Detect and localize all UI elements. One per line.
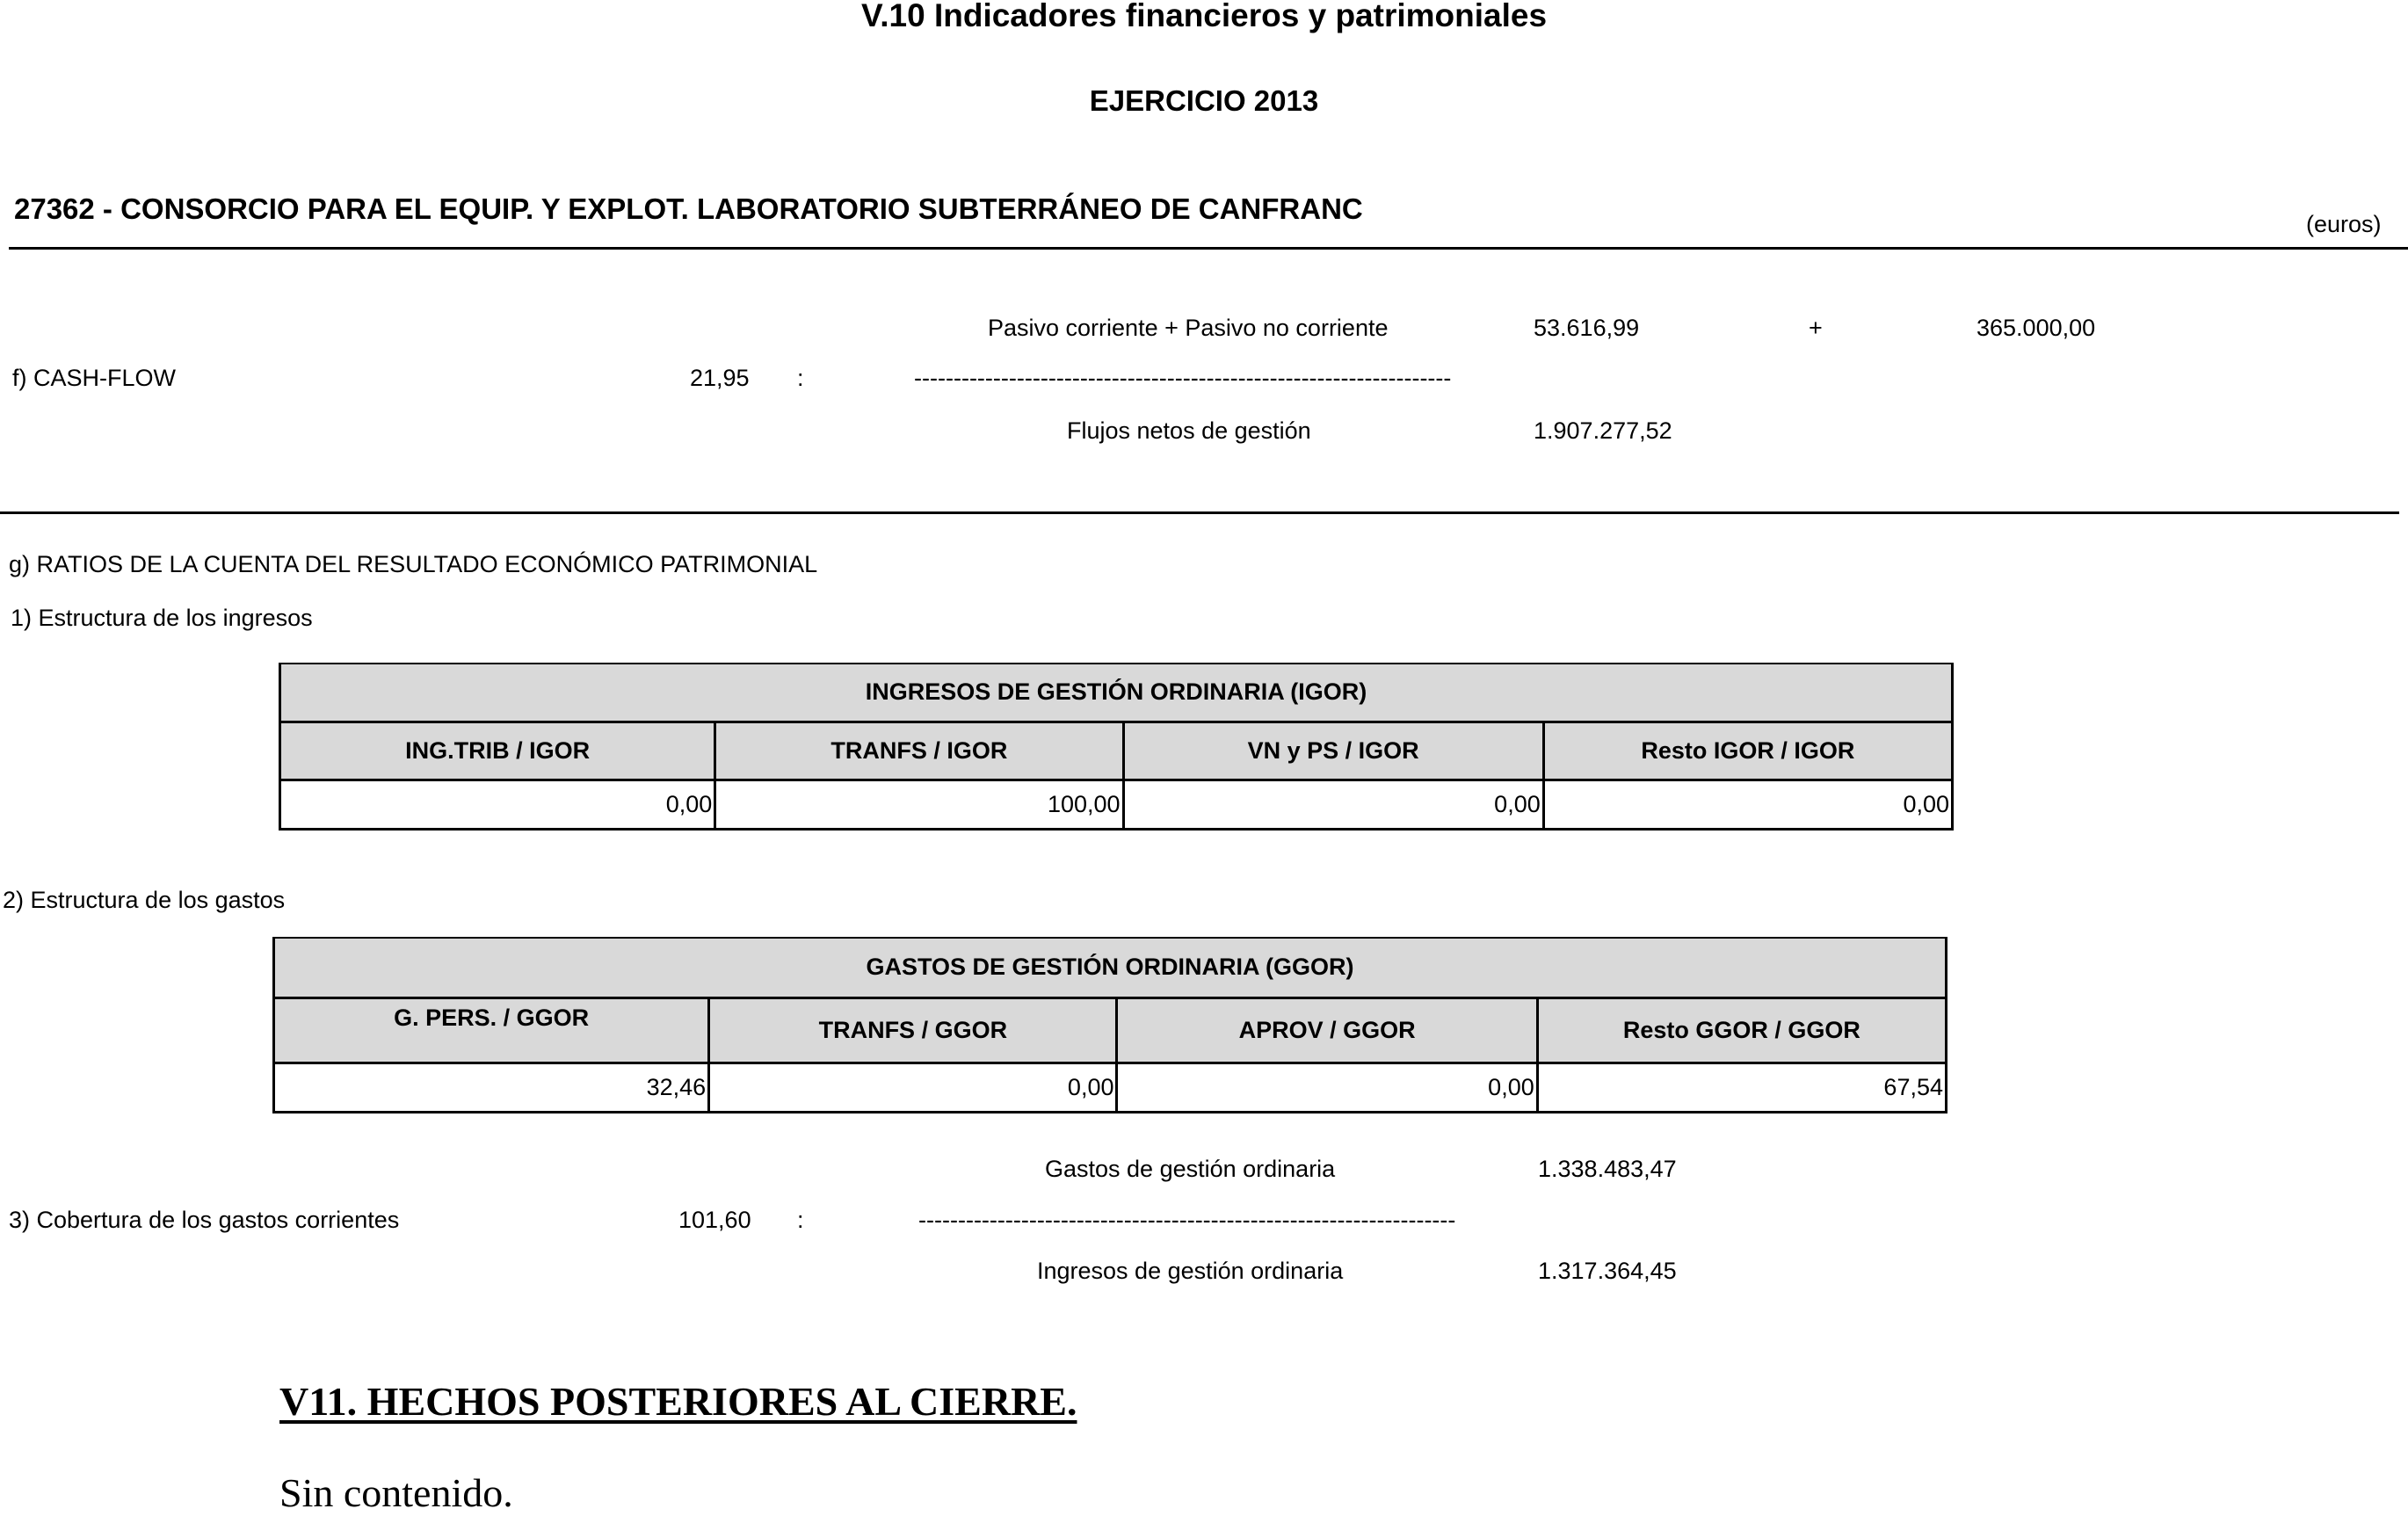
income-cell: 100,00 bbox=[715, 780, 1123, 829]
coverage-colon: : bbox=[797, 1207, 804, 1233]
coverage-numerator-value: 1.338.483,47 bbox=[1538, 1156, 1677, 1182]
income-structure-heading: 1) Estructura de los ingresos bbox=[11, 605, 313, 631]
expense-col-header: TRANFS / GGOR bbox=[709, 997, 1117, 1063]
expense-col-header: APROV / GGOR bbox=[1117, 997, 1537, 1063]
expense-table-title: GASTOS DE GESTIÓN ORDINARIA (GGOR) bbox=[274, 938, 1947, 997]
expense-ratio-table bbox=[272, 937, 1947, 1113]
cashflow-denominator-label: Flujos netos de gestión bbox=[1067, 417, 1311, 444]
cashflow-label: f) CASH-FLOW bbox=[12, 365, 176, 391]
cashflow-colon: : bbox=[797, 365, 804, 391]
cashflow-numerator-label: Pasivo corriente + Pasivo no corriente bbox=[988, 315, 1389, 341]
section-11-body: Sin contenido. bbox=[279, 1470, 513, 1515]
units-label: (euros) bbox=[2306, 211, 2382, 237]
cashflow-plus: + bbox=[1809, 315, 1823, 341]
income-cell: 0,00 bbox=[1123, 780, 1543, 829]
expense-cell: 0,00 bbox=[1117, 1063, 1537, 1112]
cashflow-numerator-value2: 365.000,00 bbox=[1976, 315, 2096, 341]
income-col-header: VN y PS / IGOR bbox=[1123, 722, 1543, 780]
coverage-value: 101,60 bbox=[678, 1207, 751, 1233]
coverage-label: 3) Cobertura de los gastos corrientes bbox=[9, 1207, 400, 1233]
cashflow-fraction-line: -------------------------------------------------------------------- bbox=[914, 365, 1452, 391]
cashflow-numerator-value1: 53.616,99 bbox=[1534, 315, 1640, 341]
income-col-header: ING.TRIB / IGOR bbox=[280, 722, 715, 780]
coverage-denominator-value: 1.317.364,45 bbox=[1538, 1258, 1677, 1284]
income-col-header: TRANFS / IGOR bbox=[715, 722, 1123, 780]
income-table-title: INGRESOS DE GESTIÓN ORDINARIA (IGOR) bbox=[280, 664, 1953, 722]
section-11-title: V11. HECHOS POSTERIORES AL CIERRE. bbox=[279, 1379, 1077, 1424]
section-divider bbox=[0, 511, 2399, 514]
expense-cell: 67,54 bbox=[1537, 1063, 1946, 1112]
ratios-heading: g) RATIOS DE LA CUENTA DEL RESULTADO ECONÓMICO PATRIMONIAL bbox=[9, 551, 818, 577]
income-cell: 0,00 bbox=[280, 780, 715, 829]
header-divider bbox=[9, 247, 2408, 250]
income-ratio-table bbox=[279, 663, 1954, 831]
expense-cell: 0,00 bbox=[709, 1063, 1117, 1112]
coverage-fraction-line: -------------------------------------------------------------------- bbox=[918, 1207, 1456, 1233]
income-cell: 0,00 bbox=[1543, 780, 1952, 829]
income-col-header: Resto IGOR / IGOR bbox=[1543, 722, 1952, 780]
coverage-numerator-label: Gastos de gestión ordinaria bbox=[1045, 1156, 1336, 1182]
cashflow-value: 21,95 bbox=[690, 365, 750, 391]
cashflow-denominator-value: 1.907.277,52 bbox=[1534, 417, 1672, 444]
expense-col-header: Resto GGOR / GGOR bbox=[1537, 997, 1946, 1063]
expense-col-header: G. PERS. / GGOR bbox=[274, 997, 709, 1063]
exercise-year: EJERCICIO 2013 bbox=[1089, 84, 1319, 117]
expense-cell: 32,46 bbox=[274, 1063, 709, 1112]
entity-name: 27362 - CONSORCIO PARA EL EQUIP. Y EXPLOT. LABORATORIO SUBTERRÁNEO DE CANFRANC bbox=[14, 192, 1363, 225]
page-title: V.10 Indicadores financieros y patrimoniales bbox=[860, 0, 1548, 33]
expense-structure-heading: 2) Estructura de los gastos bbox=[3, 887, 286, 913]
coverage-denominator-label: Ingresos de gestión ordinaria bbox=[1037, 1258, 1344, 1284]
